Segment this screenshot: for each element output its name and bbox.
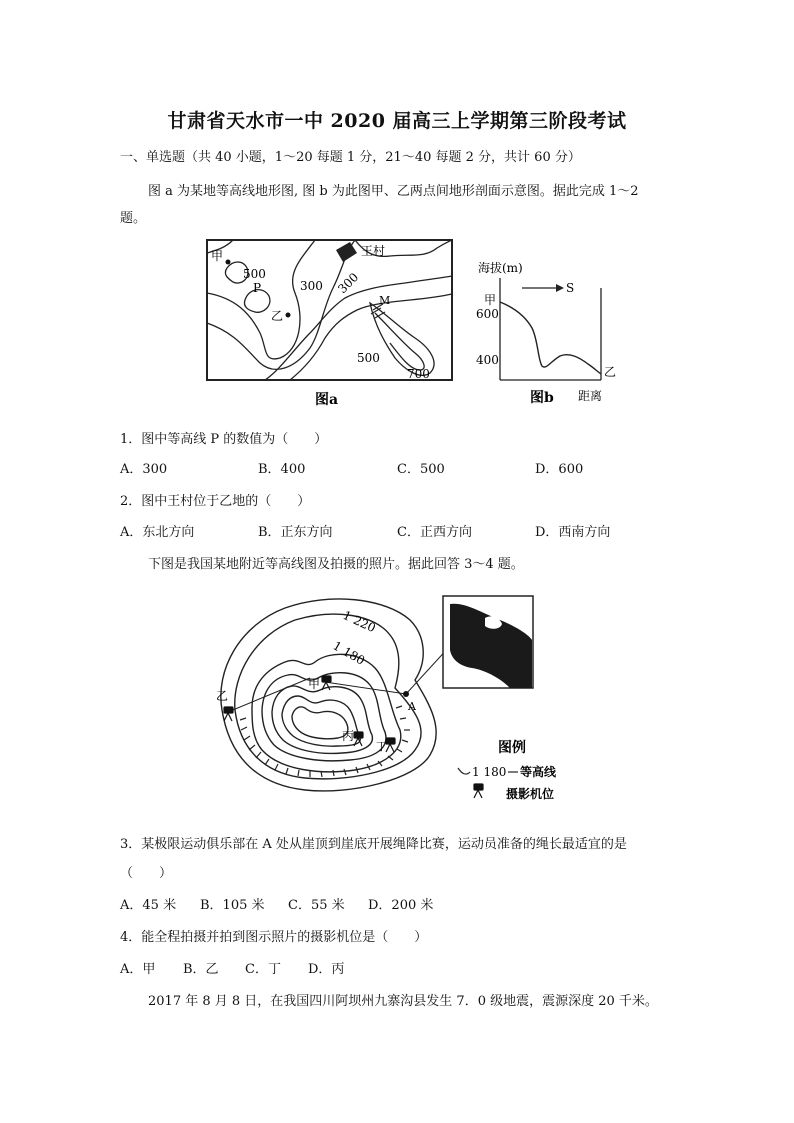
legend-title: 图例 <box>498 740 526 756</box>
q1-option-c[interactable]: C．500 <box>397 462 445 477</box>
tick-400: 400 <box>476 353 499 367</box>
profile-jia: 甲 <box>484 293 497 307</box>
figure-b-profile <box>476 258 626 410</box>
legend-camera-label: 摄影机位 <box>506 787 555 801</box>
q3-stem-line2: （ ） <box>120 866 173 881</box>
caption-a: 图a <box>315 392 339 408</box>
q4-option-b[interactable]: B．乙 <box>183 962 219 977</box>
label-500a: 500 <box>243 267 266 281</box>
q1-option-a[interactable]: A．300 <box>120 462 168 477</box>
label-1220: 1 220 <box>340 608 378 636</box>
legend-contour-line <box>458 768 470 774</box>
q2-stem: 2．图中王村位于乙地的（ ） <box>120 494 311 509</box>
legend-contour-value: 1 180 <box>472 765 507 779</box>
label-yi: 乙 <box>271 309 284 323</box>
q3-option-a[interactable]: A．45 米 <box>120 898 177 913</box>
section-heading: 一、单选题（共 40 小题，1～20 每题 1 分，21～40 每题 2 分，共计 60 分） <box>120 150 581 165</box>
label-c-yi: 乙 <box>216 689 229 703</box>
q4-option-d[interactable]: D．丙 <box>308 962 345 977</box>
photo <box>443 596 533 688</box>
q2-option-c[interactable]: C．正西方向 <box>397 525 472 540</box>
q2-option-a[interactable]: A．东北方向 <box>120 525 195 540</box>
label-c-jia: 甲 <box>308 677 321 691</box>
label-wangcun: 王村 <box>361 244 386 258</box>
legend-contour-label: 等高线 <box>520 765 557 779</box>
intro2: 下图是我国某地附近等高线图及拍摄的照片。据此回答 3～4 题。 <box>148 557 524 572</box>
sight-line-jia <box>325 682 406 694</box>
tick-600: 600 <box>476 307 499 321</box>
q2-option-b[interactable]: B．正东方向 <box>258 525 333 540</box>
sight-line-yi <box>228 678 310 712</box>
q1-option-d[interactable]: D．600 <box>535 462 584 477</box>
q1-stem: 1．图中等高线 P 的数值为（ ） <box>120 432 328 447</box>
intro1-line2: 题。 <box>120 211 147 226</box>
point-a <box>403 691 409 697</box>
label-700: 700 <box>407 367 430 381</box>
q3-stem-line1: 3．某极限运动俱乐部在 A 处从崖顶到崖底开展绳降比赛，运动员准备的绳长最适宜的是 <box>120 837 627 852</box>
q4-option-c[interactable]: C．丁 <box>245 962 281 977</box>
yi-point <box>286 313 291 318</box>
q4-stem: 4．能全程拍摄并拍到图示照片的摄影机位是（ ） <box>120 930 428 945</box>
label-p: P <box>253 281 262 295</box>
label-300a: 300 <box>300 279 323 293</box>
caption-b: 图b <box>530 390 554 406</box>
direction-label: S <box>566 281 575 295</box>
figure-a-contour-map <box>205 238 455 410</box>
label-1180: 1 180 <box>330 638 368 668</box>
jia-point <box>226 260 231 265</box>
q4-option-a[interactable]: A．甲 <box>120 962 156 977</box>
wangcun-marker <box>336 242 357 262</box>
label-500b: 500 <box>357 351 380 365</box>
exam-title: 甘肃省天水市一中 2020 届高三上学期第三阶段考试 <box>167 110 627 132</box>
figure-c-contour-photo <box>210 590 590 808</box>
q3-option-c[interactable]: C．55 米 <box>288 898 345 913</box>
label-c-a: A <box>408 700 416 713</box>
label-300b: 300 <box>335 270 362 297</box>
label-m: M <box>379 294 391 307</box>
intro3: 2017 年 8 月 8 日，在我国四川阿坝州九寨沟县发生 7．0 级地震，震源深度 20 千米。 <box>148 994 658 1009</box>
profile-xlabel: 距离 <box>578 389 603 403</box>
label-c-bing: 丙 <box>342 729 355 743</box>
intro1-line1: 图 a 为某地等高线地形图, 图 b 为此图甲、乙两点间地形剖面示意图。据此完成 1～2 <box>148 184 639 199</box>
profile-yi: 乙 <box>604 365 617 379</box>
profile-ylabel: 海拔(m) <box>478 261 523 275</box>
label-c-ding: 丁 <box>376 740 387 753</box>
profile-curve <box>500 302 601 374</box>
label-jia: 甲 <box>211 249 224 263</box>
q2-option-d[interactable]: D．西南方向 <box>535 525 611 540</box>
q3-option-d[interactable]: D．200 米 <box>368 898 434 913</box>
q1-option-b[interactable]: B．400 <box>258 462 306 477</box>
legend-camera-icon <box>474 784 483 798</box>
q3-option-b[interactable]: B．105 米 <box>200 898 265 913</box>
